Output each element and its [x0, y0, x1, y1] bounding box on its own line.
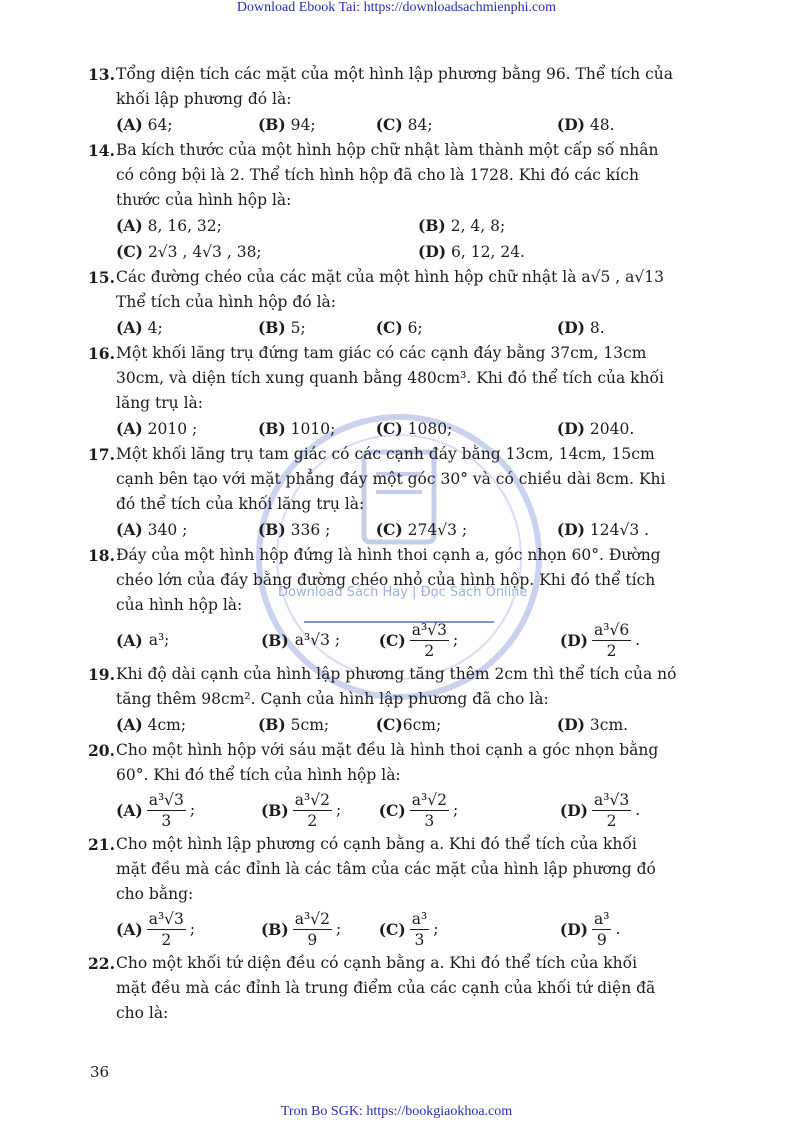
option-label: (C) [375, 419, 403, 438]
option-label: (A) [116, 919, 143, 939]
question-text-line: lăng trụ là: [116, 394, 203, 412]
fraction [592, 790, 631, 831]
question-text-line: tăng thêm 98cm². Cạnh của hình lập phương đã cho là: [116, 690, 549, 708]
answer-option [258, 712, 376, 738]
question-text-line: Thể tích của hình hộp đó là: [116, 293, 336, 311]
answer-option [116, 517, 258, 543]
option-label: (A) [116, 800, 143, 820]
fraction-denominator: 2 [307, 811, 318, 830]
question-text-line: Các đường chéo của các mặt của một hình hộp chữ nhật là a√5 , a√13 [116, 268, 665, 286]
watermark-text: Download Sách Hay | Đọc Sách Online [278, 585, 528, 600]
option-label: (C) [116, 242, 144, 261]
question-text-line: Tổng diện tích các mặt của một hình lập phương bằng 96. Thể tích của [116, 65, 674, 83]
option-value: 5cm; [285, 716, 330, 734]
option-label: (D) [556, 318, 585, 337]
answer-option [116, 213, 418, 239]
answer-option [418, 239, 720, 265]
question-20 [88, 738, 720, 832]
fraction [147, 790, 186, 831]
fraction-denominator: 9 [307, 930, 318, 949]
option-value: 336 ; [285, 521, 331, 539]
option-label: (B) [418, 216, 446, 235]
option-value: 5; [285, 319, 306, 337]
answer-option [116, 712, 258, 738]
option-value: 8, 16, 32; [142, 217, 222, 235]
option-value: 1080; [402, 420, 453, 438]
option-value: 1010; [285, 420, 336, 438]
option-label: (C) [375, 520, 403, 539]
answer-option [116, 909, 261, 950]
fraction-numerator: a³√2 [411, 790, 447, 809]
option-label: (C) [375, 318, 403, 337]
answer-option [560, 790, 705, 831]
option-label: (B) [257, 419, 286, 438]
answer-option [379, 790, 560, 831]
fraction-denominator: 2 [606, 811, 617, 830]
fraction-numerator: a³√3 [411, 620, 447, 639]
fraction-numerator: a³√6 [594, 620, 630, 639]
fraction-numerator: a³√2 [294, 790, 330, 809]
answer-option [418, 213, 720, 239]
question-21 [88, 832, 720, 951]
question-text-line: mặt đều mà các đỉnh là trung điểm của các cạnh của khối tứ diện đã [116, 979, 656, 997]
answer-option [557, 712, 708, 738]
question-number: 19. [88, 665, 115, 684]
option-punctuation: ; [335, 800, 342, 819]
question-text-line: Cho một hình hộp với sáu mặt đều là hình thoi cạnh a góc nhọn bằng [116, 741, 659, 759]
option-label: (A) [116, 715, 143, 734]
question-text-line: Cho một khối tứ diện đều có cạnh bằng a. Khi đó thể tích của khối [116, 954, 638, 972]
answer-option [116, 628, 261, 653]
question-text-line: Đáy của một hình hộp đứng là hình thoi cạnh a, góc nhọn 60°. Đường [116, 546, 661, 564]
question-15 [88, 265, 720, 341]
option-label: (B) [257, 520, 286, 539]
option-punctuation: . [615, 919, 621, 938]
option-label: (A) [116, 216, 143, 235]
answer-option [116, 315, 258, 341]
option-value: 3cm. [585, 716, 629, 734]
question-text-line: Cho một hình lập phương có cạnh bằng a. Khi đó thể tích của khối [116, 835, 637, 853]
fraction-denominator: 3 [424, 811, 435, 830]
option-label: (B) [260, 919, 289, 939]
fraction [410, 620, 449, 661]
option-punctuation: . [635, 800, 641, 819]
option-value: a³; [148, 630, 170, 649]
option-label: (D) [556, 715, 585, 734]
question-text-line: Một khối lăng trụ đứng tam giác có các cạnh đáy bằng 37cm, 13cm [116, 344, 647, 362]
answer-option [258, 416, 376, 442]
question-number: 21. [88, 835, 115, 854]
answer-option [261, 628, 379, 653]
option-value: 6; [402, 319, 423, 337]
fraction-numerator: a³√3 [148, 909, 184, 928]
question-text-line: của hình hộp là: [116, 596, 243, 614]
answer-option [560, 909, 705, 950]
fraction-denominator: 3 [414, 930, 425, 949]
fraction-numerator: a³ [411, 909, 428, 928]
option-label: (A) [116, 520, 143, 539]
answer-option [379, 620, 560, 661]
fraction [410, 909, 429, 950]
answer-option [557, 112, 708, 138]
question-number: 15. [88, 268, 115, 287]
option-value: 4cm; [142, 716, 187, 734]
option-value: 84; [402, 116, 433, 134]
option-label: (C) [378, 800, 406, 820]
option-label: (B) [257, 318, 286, 337]
option-value: 274√3 ; [402, 521, 468, 539]
option-value: 340 ; [142, 521, 188, 539]
option-value: 2010 ; [142, 420, 198, 438]
option-punctuation: ; [433, 919, 439, 938]
question-16 [88, 341, 720, 442]
answer-option [258, 517, 376, 543]
answer-option [560, 620, 705, 661]
answer-option [261, 909, 379, 950]
question-13 [88, 62, 720, 138]
question-14 [88, 138, 720, 265]
question-22 [88, 951, 720, 1026]
question-text-line: 60°. Khi đó thể tích của hình hộp là: [116, 766, 401, 784]
question-text-line: thước của hình hộp là: [116, 191, 292, 209]
question-text-line: đó thể tích của khối lăng trụ là: [116, 495, 365, 513]
fraction-denominator: 3 [161, 811, 172, 830]
footer-sgk-link[interactable]: Tron Bo SGK: https://bookgiaokhoa.com [280, 1104, 513, 1119]
option-label: (D) [559, 919, 589, 939]
question-text-line: mặt đều mà các đỉnh là các tâm của các mặt của hình lập phương đó [116, 860, 656, 878]
answer-option [557, 315, 708, 341]
question-text-line: khối lập phương đó là: [116, 90, 292, 108]
option-label: (D) [556, 520, 585, 539]
question-number: 13. [88, 65, 115, 84]
option-label: (D) [418, 242, 447, 261]
option-label: (D) [559, 630, 589, 650]
answer-option [258, 315, 376, 341]
answer-option [557, 416, 708, 442]
option-label: (A) [116, 318, 143, 337]
question-text-line: chéo lớn của đáy bằng đường chéo nhỏ của hình hộp. Khi đó thể tích [116, 571, 656, 589]
option-value: a³√3 ; [294, 630, 341, 649]
fraction [147, 909, 186, 950]
option-value: 4; [142, 319, 163, 337]
fraction-numerator: a³√3 [148, 790, 184, 809]
fraction [410, 790, 449, 831]
question-number: 17. [88, 445, 115, 464]
answer-option [258, 112, 376, 138]
answer-option [379, 909, 560, 950]
answer-option [376, 416, 557, 442]
question-number: 16. [88, 344, 115, 363]
header-download-link[interactable]: Download Ebook Tai: https://downloadsachmienphi.com [236, 0, 557, 15]
answer-option [376, 517, 557, 543]
question-number: 14. [88, 141, 115, 160]
answer-option [261, 790, 379, 831]
option-value: 64; [142, 116, 173, 134]
option-value: 2, 4, 8; [445, 217, 506, 235]
question-19 [88, 662, 720, 738]
option-label: (C) [375, 115, 403, 134]
fraction-numerator: a³√2 [294, 909, 330, 928]
question-text-line: Khi độ dài cạnh của hình lập phương tăng thêm 2cm thì thể tích của nó [116, 665, 677, 683]
answer-option [557, 517, 708, 543]
option-punctuation: . [635, 630, 641, 649]
question-17 [88, 442, 720, 543]
option-label: (B) [257, 115, 286, 134]
option-value: 6cm; [402, 716, 442, 734]
fraction-numerator: a³√3 [594, 790, 630, 809]
question-18 [88, 543, 720, 662]
option-value: 2040. [585, 420, 635, 438]
question-text-line: 30cm, và diện tích xung quanh bằng 480cm³. Khi đó thể tích của khối [116, 369, 664, 387]
option-value: 8. [585, 319, 605, 337]
option-punctuation: ; [452, 800, 459, 819]
answer-option [376, 712, 557, 738]
option-label: (A) [116, 419, 143, 438]
question-list [88, 62, 720, 1026]
answer-option [116, 416, 258, 442]
answer-option [376, 315, 557, 341]
option-label: (C) [378, 630, 406, 650]
question-text-line: cho bằng: [116, 885, 194, 903]
question-text-line: Ba kích thước của một hình hộp chữ nhật làm thành một cấp số nhân [116, 141, 659, 159]
option-value: 6, 12, 24. [446, 243, 525, 261]
question-text-line: cạnh bên tạo với mặt phẳng đáy một góc 30° và có chiều dài 8cm. Khi [116, 470, 666, 488]
fraction [293, 790, 332, 831]
question-number: 20. [88, 741, 115, 760]
fraction [293, 909, 332, 950]
option-label: (B) [260, 800, 289, 820]
answer-option [116, 239, 418, 265]
option-label: (A) [116, 630, 143, 650]
question-text-line: có công bội là 2. Thể tích hình hộp đã cho là 1728. Khi đó các kích [116, 166, 639, 184]
fraction [592, 620, 631, 661]
option-label: (A) [116, 115, 143, 134]
option-label: (B) [257, 715, 286, 734]
option-value: 124√3 . [585, 521, 650, 539]
fraction [592, 909, 611, 950]
option-label: (D) [559, 800, 589, 820]
question-text-line: Một khối lăng trụ tam giác có các cạnh đáy bằng 13cm, 14cm, 15cm [116, 445, 655, 463]
option-label: (D) [556, 419, 585, 438]
option-punctuation: ; [452, 630, 459, 649]
answer-option [116, 112, 258, 138]
option-label: (C) [378, 919, 406, 939]
option-punctuation: ; [189, 919, 196, 938]
fraction-numerator: a³ [594, 909, 610, 928]
option-label: (C) [375, 715, 403, 734]
question-number: 22. [88, 954, 115, 973]
question-text-line: cho là: [116, 1004, 169, 1022]
option-value: 2√3 , 4√3 , 38; [143, 243, 262, 261]
answer-option [116, 790, 261, 831]
option-value: 48. [585, 116, 615, 134]
option-label: (B) [260, 630, 289, 650]
option-punctuation: ; [335, 919, 342, 938]
option-punctuation: ; [189, 800, 196, 819]
page-number: 36 [90, 1063, 110, 1081]
fraction-denominator: 2 [424, 641, 435, 660]
option-value: 94; [285, 116, 316, 134]
question-number: 18. [88, 546, 115, 565]
answer-option [376, 112, 557, 138]
fraction-denominator: 2 [606, 641, 617, 660]
fraction-denominator: 9 [596, 930, 607, 949]
fraction-denominator: 2 [161, 930, 172, 949]
option-label: (D) [556, 115, 585, 134]
